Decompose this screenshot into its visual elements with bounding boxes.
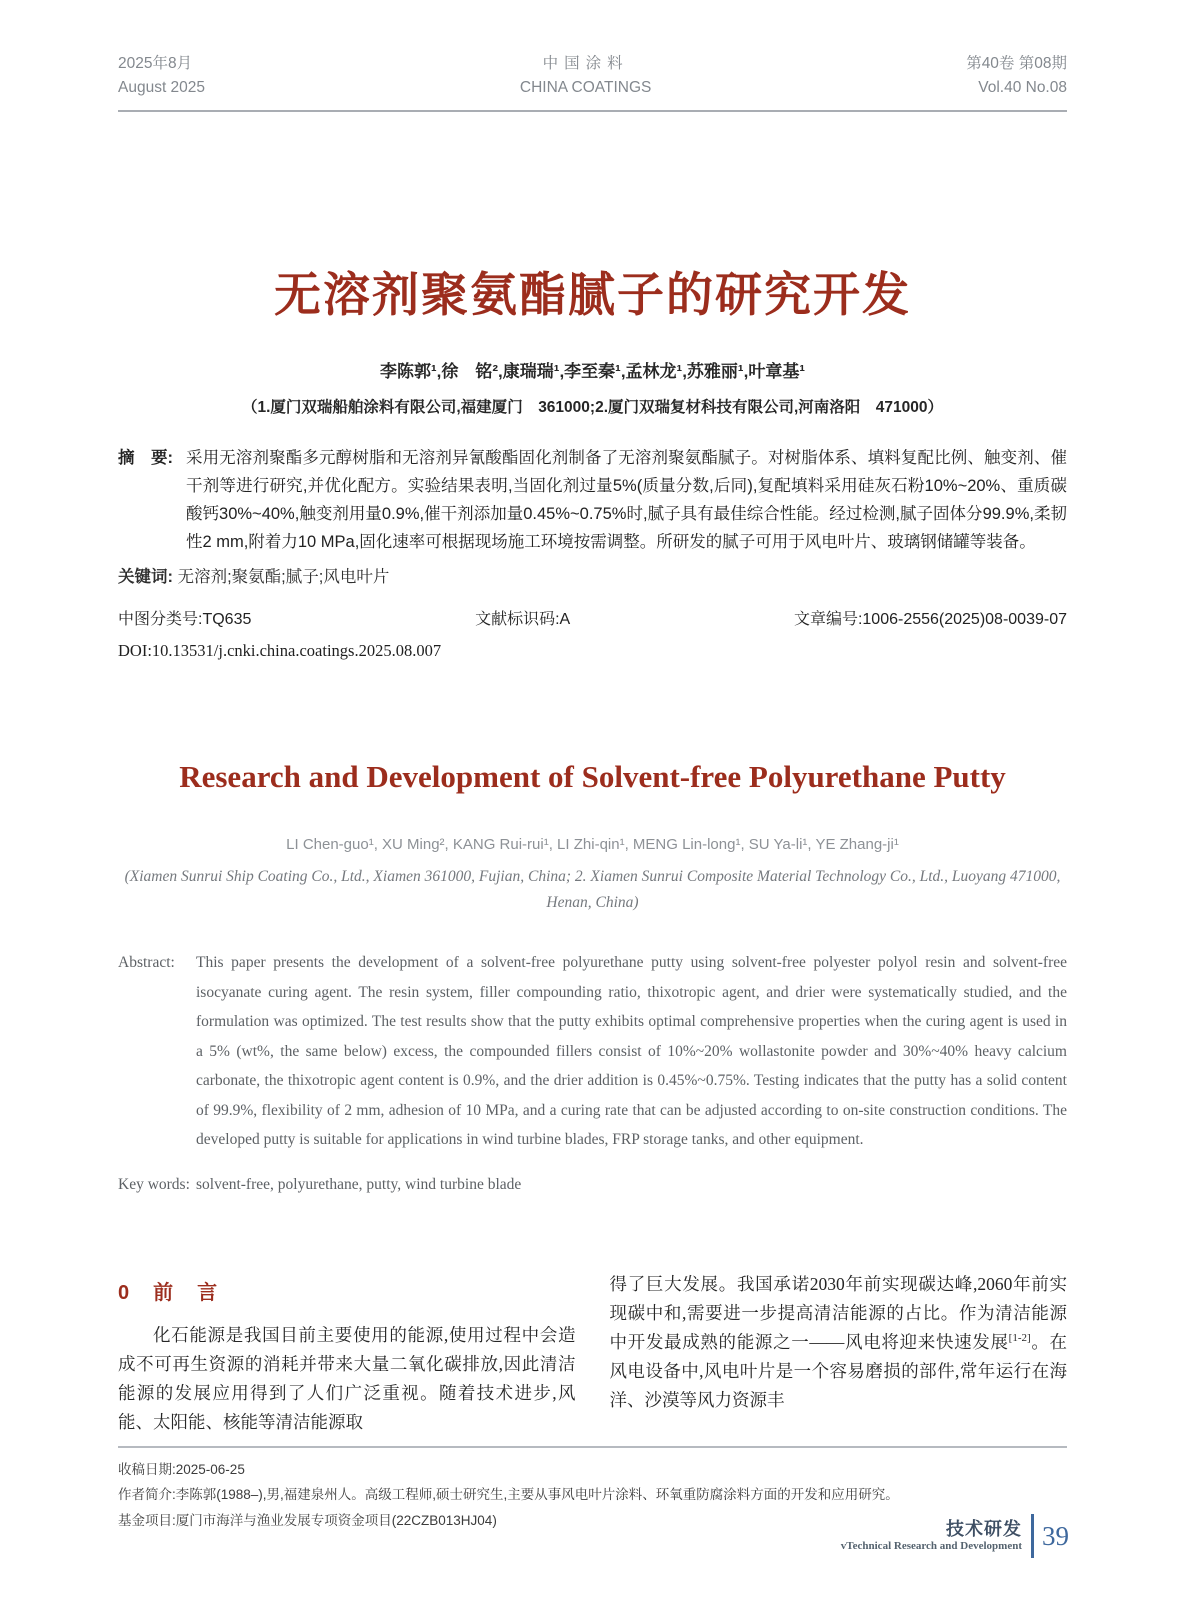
footnote-received	[118, 1457, 1067, 1483]
body-paragraph-right-part2: 。在风电设备中,风电叶片是一个容易磨损的部件,常年运行在海洋、沙漠等风力资源丰	[609, 1331, 1068, 1410]
clc-label: 中图分类号:	[118, 611, 203, 628]
footnote-author-bio-label: 作者简介:	[118, 1487, 176, 1502]
header-issue	[966, 52, 1067, 100]
abstract-en	[118, 948, 1067, 1155]
keywords-en-label: Key words:	[118, 1175, 190, 1193]
column-label-cn: 技术研发	[946, 1519, 1022, 1539]
keywords-cn	[118, 563, 1067, 591]
article-title-en: Research and Development of Solvent-free Polyurethane Putty	[179, 759, 1006, 794]
doi-line: DOI:10.13531/j.cnki.china.coatings.2025.08.007	[118, 641, 442, 660]
body-column-left	[118, 1270, 576, 1437]
article-number	[794, 606, 1067, 629]
keywords-cn-label: 关键词:	[118, 568, 173, 586]
doc-code	[475, 606, 570, 629]
header-journal-name	[520, 52, 651, 100]
abstract-cn-label: 摘 要:	[118, 449, 173, 467]
column-label	[841, 1519, 1022, 1553]
body-columns	[118, 1270, 1067, 1437]
authors-cn: 李陈郭¹,徐 铭²,康瑞瑞¹,李至秦¹,孟林龙¹,苏雅丽¹,叶章基¹	[380, 362, 805, 381]
article-number-value: 1006-2556(2025)08-0039-07	[862, 611, 1067, 628]
footnote-author-bio-value: 李陈郭(1988–),男,福建泉州人。高级工程师,硕士研究生,主要从事风电叶片涂料、环氧重防腐涂料方面的开发和应用研究。	[175, 1487, 899, 1502]
clc-value: TQ635	[202, 611, 252, 628]
footnote-fund-label: 基金项目:	[118, 1512, 176, 1528]
affiliation-en: (Xiamen Sunrui Ship Coating Co., Ltd., Xiamen 361000, Fujian, China; 2. Xiamen Sunrui Composite Material Technology Co., Ltd., Luoyang 471000, Henan, China)	[124, 868, 1061, 911]
header-issue-en: Vol.40 No.08	[978, 79, 1067, 96]
abstract-cn	[118, 444, 1067, 556]
header-journal-name-cn: 中国涂料	[542, 55, 629, 72]
body-paragraph-left: 化石能源是我国目前主要使用的能源,使用过程中会造成不可再生资源的消耗并带来大量二氧化碳排放,因此清洁能源的发展应用得到了人们广泛重视。随着技术进步,风能、太阳能、核能等清洁能源取	[118, 1324, 576, 1432]
doc-code-value: A	[559, 611, 571, 628]
article-number-label: 文章编号:	[793, 611, 863, 628]
classification-row	[118, 606, 1067, 629]
keywords-en	[118, 1172, 1067, 1198]
header-issue-cn: 第40卷 第08期	[966, 55, 1067, 72]
keywords-cn-text: 无溶剂;聚氨酯;腻子;风电叶片	[177, 568, 390, 586]
keywords-en-text: solvent-free, polyurethane, putty, wind turbine blade	[196, 1175, 522, 1193]
header-journal-name-en: CHINA COATINGS	[519, 79, 652, 96]
header-date	[118, 52, 205, 100]
header-date-cn: 2025年8月	[118, 55, 193, 72]
affiliation-cn: （1.厦门双瑞船舶涂料有限公司,福建厦门 361000;2.厦门双瑞复材科技有限公司,河南洛阳 471000）	[241, 399, 944, 416]
article-title-cn: 无溶剂聚氨酯腻子的研究开发	[274, 268, 911, 321]
doc-code-label: 文献标识码:	[475, 611, 560, 628]
body-paragraph-right	[610, 1270, 1068, 1415]
citation-ref: [1-2]	[1008, 1331, 1031, 1344]
body-paragraph-right-part1: 得了巨大发展。我国承诺2030年前实现碳达峰,2060年前实现碳中和,需要进一步提高清洁能源的占比。作为清洁能源中开发最成熟的能源之一——风电将迎来快速发展	[609, 1273, 1067, 1352]
abstract-cn-text: 采用无溶剂聚酯多元醇树脂和无溶剂异氰酸酯固化剂制备了无溶剂聚氨酯腻子。对树脂体系、填料复配比例、触变剂、催干剂等进行研究,并优化配方。实验结果表明,当固化剂过量5%(质量分数,后同),复配填料采用硅灰石粉10%~20%、重质碳酸钙30%~40%,触变剂用量0.9%,催干剂添加量0.45%~0.75%时,腻子具有最佳综合性能。经过检测,腻子固体分99.9%,柔韧性2 mm,附着力10 MPa,固化速率可根据现场施工环境按需调整。所研发的腻子可用于风电叶片、玻璃钢储罐等装备。	[186, 449, 1067, 551]
page-marker-divider	[1031, 1514, 1034, 1558]
authors-en: LI Chen-guo¹, XU Ming², KANG Rui-rui¹, LI Zhi-qin¹, MENG Lin-long¹, SU Ya-li¹, YE Zhang-ji¹	[286, 836, 899, 853]
abstract-en-label: Abstract:	[118, 954, 175, 971]
page-number: 39	[1042, 1520, 1069, 1551]
clc-number	[118, 606, 251, 629]
footnote-fund-value: 厦门市海洋与渔业发展专项资金项目(22CZB013HJ04)	[175, 1512, 497, 1528]
footnote-author-bio	[118, 1482, 1067, 1508]
footnote-received-label: 收稿日期:	[118, 1461, 176, 1477]
section-heading-preface: 0 前 言	[118, 1281, 220, 1304]
journal-running-head	[118, 52, 1067, 112]
header-date-en: August 2025	[118, 79, 206, 96]
body-column-right	[610, 1270, 1068, 1437]
page-marker	[841, 1514, 1069, 1558]
column-label-en: vTechnical Research and Development	[840, 1540, 1022, 1552]
footnote-received-value: 2025-06-25	[175, 1461, 245, 1477]
abstract-en-text: This paper presents the development of a solvent-free polyurethane putty using solvent-free polyester polyol resin and solvent-free isocyanate curing agent. The resin system, filler compounding ratio, thixotropic agent, and drier were systematically studied, and the formulation was optimized. The test results show that the putty exhibits optimal comprehensive properties when the curing agent is used in a 5% (wt%, the same below) excess, the compounded fillers consist of 10%~20% wollastonite powder and 30%~40% heavy calcium carbonate, the thixotropic agent content is 0.9%, and the drier addition is 0.45%~0.75%. Testing indicates that the putty has a solid content of 99.9%, flexibility of 2 mm, adhesion of 10 MPa, and a curing rate that can be adjusted according to on-site construction conditions. The developed putty is suitable for applications in wind turbine blades, FRP storage tanks, and other equipment.	[196, 954, 1067, 1148]
